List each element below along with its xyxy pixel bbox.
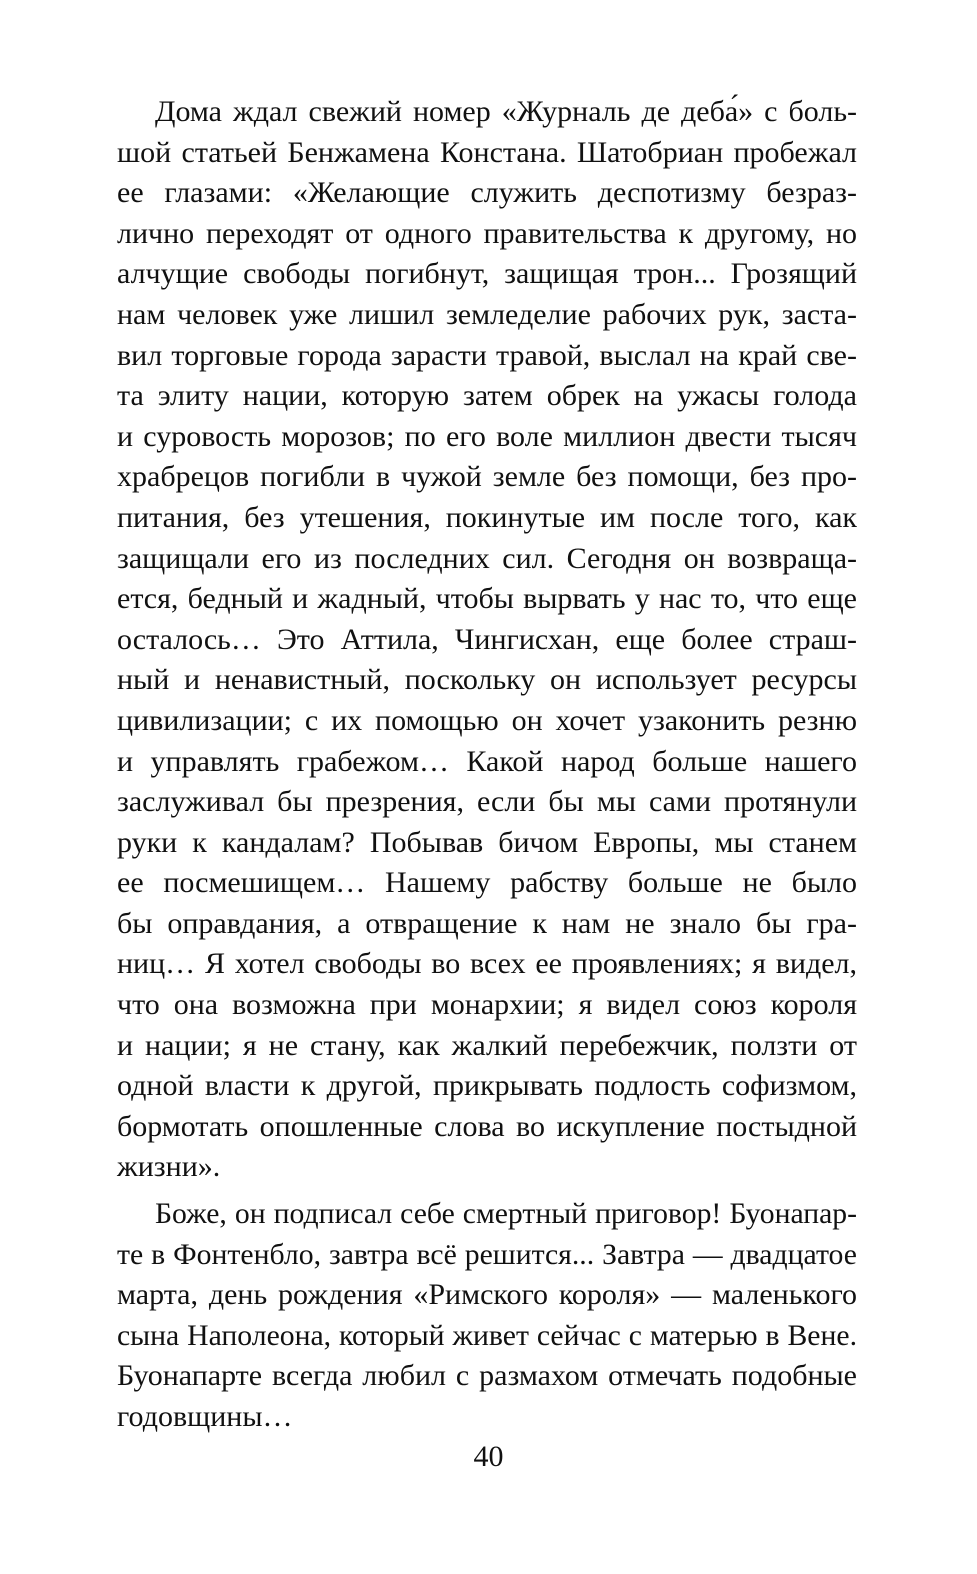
text-line: шой статьей Бенжамена Констана. Шатобриан пробежал (117, 135, 857, 169)
text-line: Боже, он подписал себе смертный приговор! Буонапар- (155, 1198, 857, 1231)
paragraph-2 (117, 1194, 857, 1438)
text-line: та элиту нации, которую затем обрек на ужасы голода (117, 379, 857, 413)
text-line: питания, без утешения, покинутые им после того, как (117, 500, 857, 534)
page-number: 40 (473, 1440, 504, 1473)
text-line: и суровость морозов; по его воле миллион двести тысяч (117, 419, 857, 453)
text-line: вил торговые города зарасти травой, выслал на край све- (117, 338, 857, 372)
text-line: и управлять грабежом… Какой народ больше нашего (117, 744, 857, 778)
text-line: Буонапарте всегда любил с размахом отмечать подобные (117, 1359, 857, 1393)
text-line: Дома ждал свежий номер «Журналь де деба́» с боль- (155, 95, 857, 128)
text-line: храбрецов погибли в чужой земле без помощи, без про- (117, 460, 857, 494)
text-line: ный и ненавистный, поскольку он использует ресурсы (117, 663, 857, 697)
text-line: руки к кандалам? Побывав бичом Европы, мы станем (117, 825, 857, 859)
text-line: что она возможна при монархии; я видел союз короля (117, 988, 857, 1022)
text-line: одной власти к другой, прикрывать подлость софизмом, (117, 1069, 857, 1103)
text-line: марта, день рождения «Римского короля» — маленького (117, 1278, 857, 1312)
text-line: годовщины… (117, 1400, 293, 1433)
text-line: ниц… Я хотел свободы во всех ее проявлениях; я видел, (117, 947, 857, 981)
text-line: цивилизации; с их помощью он хочет узаконить резню (117, 703, 857, 737)
text-line: сына Наполеона, который живет сейчас с матерью в Вене. (117, 1319, 857, 1352)
text-line: ее посмешищем… Нашему рабству больше не было (117, 866, 857, 900)
text-line: нам человек уже лишил земледелие рабочих рук, заста- (117, 297, 857, 331)
text-line: бы оправдания, а отвращение к нам не знало бы гра- (117, 906, 857, 940)
paragraph-1 (117, 92, 857, 1188)
text-line: лично переходят от одного правительства к другому, но (117, 216, 857, 250)
text-line: осталось… Это Аттила, Чингисхан, еще более страш- (117, 622, 857, 656)
text-line: защищали его из последних сил. Сегодня он возвраща- (117, 541, 857, 575)
text-line: ется, бедный и жадный, чтобы вырвать у нас то, что еще (117, 582, 857, 616)
text-line: ее глазами: «Желающие служить деспотизму безраз- (117, 176, 857, 210)
text-line: бормотать опошленные слова во искупление постыдной (117, 1109, 857, 1143)
text-line: и нации; я не стану, как жалкий перебежчик, ползти от (117, 1028, 857, 1062)
text-line: заслуживал бы презрения, если бы мы сами протянули (117, 785, 857, 819)
text-line: жизни». (117, 1150, 221, 1184)
text-line: алчущие свободы погибнут, защищая трон... Грозящий (117, 257, 857, 291)
body-text (117, 92, 857, 1438)
text-line: те в Фонтенбло, завтра всё решится... Завтра — двадцатое (117, 1237, 857, 1271)
